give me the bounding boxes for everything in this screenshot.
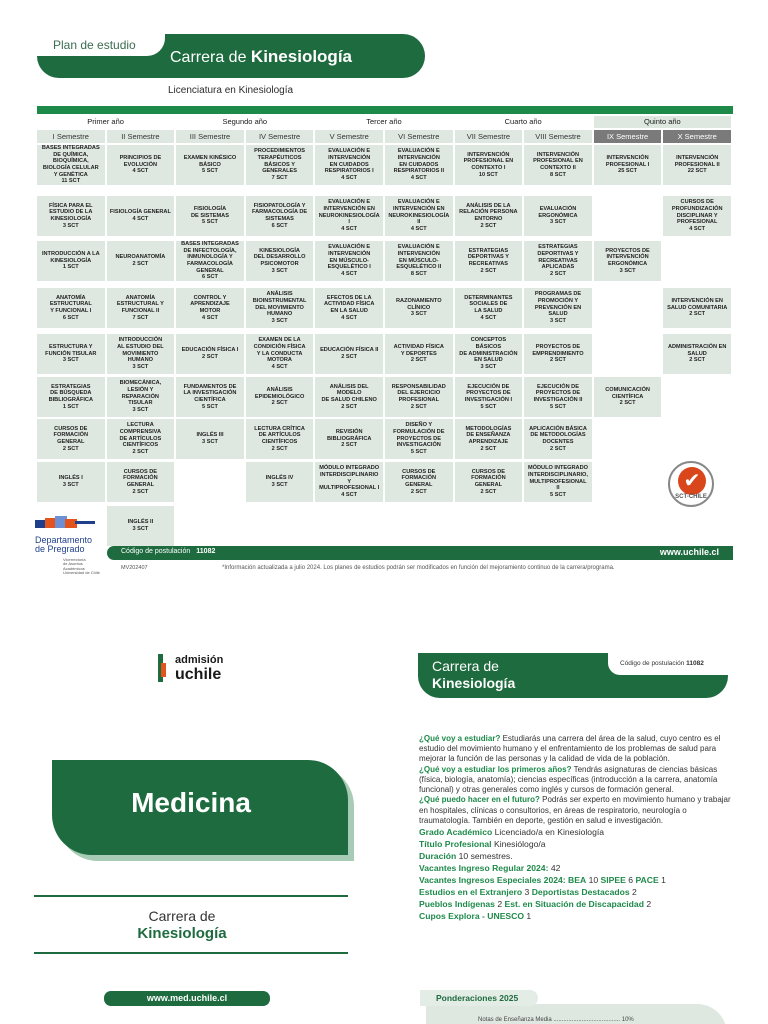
- detail-key: Deportistas Destacados: [531, 887, 630, 898]
- course-cell: INGLÉS IV 3 SCT: [246, 462, 314, 502]
- detail-row: [419, 911, 735, 922]
- semester-headers: [37, 130, 733, 143]
- question: ¿Qué voy a estudiar los primeros años?: [419, 764, 572, 774]
- course-cell: INGLÉS II 3 SCT: [107, 506, 175, 546]
- course-cell: PRINCIPIOS DE EVOLUCIÓN 4 SCT: [107, 145, 175, 185]
- detail-row: [419, 863, 735, 874]
- code-label: Código de postulación: [121, 548, 191, 555]
- course-cell: ANÁLISIS BIOINSTRUMENTAL DEL MOVIMIENTO HUMANO 3 SCT: [246, 288, 314, 328]
- course-cell: ESTRATEGIAS DEPORTIVAS Y RECREATIVAS APLICADAS 2 SCT: [524, 241, 592, 281]
- semester-header: VII Semestre: [455, 130, 523, 143]
- semester-header: IX Semestre: [594, 130, 662, 143]
- course-cell: DETERMINANTES SOCIALES DE LA SALUD 4 SCT: [455, 288, 523, 328]
- department-sub: Vicerrectoría de Asuntos Académicos Universidad de Chile: [63, 557, 100, 576]
- course-cell: CONTROL Y APRENDIZAJE MOTOR 4 SCT: [176, 288, 244, 328]
- detail-key: Grado Académico: [419, 827, 493, 838]
- detail-key: Vacantes Ingreso Regular 2024:: [419, 863, 549, 874]
- sct-chile-logo: [668, 461, 714, 507]
- course-cell: EVALUACIÓN E INTERVENCIÓN EN MÚSCULO- ESQUELÉTICO I 4 SCT: [315, 241, 383, 281]
- detail-value: 2: [494, 899, 505, 910]
- semester-header: VIII Semestre: [524, 130, 592, 143]
- course-cell: KINESIOLOGÍA DEL DESARROLLO PSICOMOTOR 3 SCT: [246, 241, 314, 281]
- course-cell: INTRODUCCIÓN A LA KINESIOLOGÍA 1 SCT: [37, 241, 105, 281]
- year-headers: [37, 116, 733, 128]
- course-cell: RAZONAMIENTO CLÍNICO 3 SCT: [385, 288, 453, 328]
- semester-header: III Semestre: [176, 130, 244, 143]
- application-code: [121, 548, 215, 555]
- question: ¿Qué voy a estudiar?: [419, 734, 501, 743]
- year-header: Cuarto año: [504, 117, 542, 126]
- detail-value: 2: [643, 899, 652, 910]
- course-cell: EDUCACIÓN FÍSICA II 2 SCT: [315, 334, 383, 374]
- detail-key: PACE: [635, 875, 659, 886]
- answer: Estudiarás una carrera del área de la salud, cuyo centro es el estudio del movimiento humano y el enfrentamiento de los problemas de salud para mejorar la función de las personas y la calidad de vida de la población.: [419, 734, 721, 764]
- detail-row: [419, 899, 735, 910]
- check-icon: ✔: [678, 467, 706, 495]
- course-cell: INTERVENCIÓN EN SALUD COMUNITARIA 2 SCT: [663, 288, 731, 328]
- course-cell: EVALUACIÓN E INTERVENCIÓN EN CUIDADOS RESPIRATORIOS I 4 SCT: [315, 145, 383, 185]
- semester-header: IV Semestre: [246, 130, 314, 143]
- course-cell: RESPONSABILIDAD DEL EJERCICIO PROFESIONAL 2 SCT: [385, 377, 453, 417]
- course-cell: DISEÑO Y FORMULACIÓN DE PROYECTOS DE INVESTIGACIÓN 5 SCT: [385, 419, 453, 459]
- semester-header: VI Semestre: [385, 130, 453, 143]
- career-label: Carrera de: [148, 908, 216, 924]
- semester-header: V Semestre: [315, 130, 383, 143]
- course-cell: LECTURA COMPRENSIVA DE ARTÍCULOS CIENTÍFICOS 2 SCT: [107, 419, 175, 459]
- year-header: Segundo año: [222, 117, 268, 126]
- course-cell: REVISIÓN BIBLIOGRÁFICA 2 SCT: [315, 419, 383, 459]
- code-value: 11082: [196, 548, 216, 555]
- right-code-value: 11082: [686, 660, 704, 667]
- info-paragraph: [419, 765, 735, 796]
- course-cell: PROYECTOS DE EMPRENDIMIENTO 2 SCT: [524, 334, 592, 374]
- info-paragraph: [419, 795, 735, 826]
- website-link[interactable]: www.uchile.cl: [659, 547, 719, 557]
- course-cell: EJECUCIÓN DE PROYECTOS DE INVESTIGACIÓN II 5 SCT: [524, 377, 592, 417]
- course-cell: COMUNICACIÓN CIENTÍFICA 2 SCT: [594, 377, 662, 417]
- info-paragraph: [419, 734, 735, 765]
- year-header: Quinto año: [594, 116, 731, 128]
- course-cell: INGLÉS III 3 SCT: [176, 419, 244, 459]
- course-cell: BASES INTEGRADAS DE INFECTOLOGÍA, INMUNOLOGÍA Y FARMACOLOGÍA GENERAL 6 SCT: [176, 241, 244, 281]
- course-cell: ANÁLISIS DEL MODELO DE SALUD CHILENO 2 SCT: [315, 377, 383, 417]
- course-cell: CURSOS DE FORMACIÓN GENERAL 2 SCT: [107, 462, 175, 502]
- career-name: Kinesiología: [250, 47, 352, 66]
- course-cell: CURSOS DE FORMACIÓN GENERAL 2 SCT: [385, 462, 453, 502]
- detail-value: Licenciado/a en Kinesiología: [492, 827, 605, 838]
- detail-value: 10 semestres.: [456, 851, 513, 862]
- course-cell: ANÁLISIS EPIDEMIOLÓGICO 2 SCT: [246, 377, 314, 417]
- ponderacion-value: 10%: [621, 1017, 634, 1023]
- detail-key: Duración: [419, 851, 457, 862]
- detail-key: Pueblos Indígenas: [419, 899, 495, 910]
- semester-header: X Semestre: [663, 130, 731, 143]
- course-cell: ANÁLISIS DE LA RELACIÓN PERSONA ENTORNO 2 SCT: [455, 196, 523, 236]
- detail-key: Estudios en el Extranjero: [419, 887, 523, 898]
- course-cell: INTRODUCCIÓN AL ESTUDIO DEL MOVIMIENTO HUMANO 3 SCT: [107, 334, 175, 374]
- footnote: *Información actualizada a julio 2024. Los planes de estudios podrán ser modificados en función del mejoramiento continuo de la carrera/programa.: [222, 565, 615, 571]
- right-career-label: Carrera de: [432, 658, 499, 674]
- course-cell: ANATOMÍA ESTRUCTURAL Y FUNCIONAL I 6 SCT: [37, 288, 105, 328]
- course-cell: EVALUACIÓN ERGONÓMICA 3 SCT: [524, 196, 592, 236]
- detail-value: 42: [548, 863, 561, 874]
- course-cell: PROGRAMAS DE PROMOCIÓN Y PREVENCIÓN EN SALUD 3 SCT: [524, 288, 592, 328]
- detail-row: [419, 875, 735, 886]
- course-cell: ANATOMÍA ESTRUCTURAL Y FUNCIONAL II 7 SCT: [107, 288, 175, 328]
- department-logo: [35, 516, 97, 532]
- course-cell: FISIOPATOLOGÍA Y FARMACOLOGÍA DE SISTEMAS 6 SCT: [246, 196, 314, 236]
- faculty-website-link[interactable]: www.med.uchile.cl: [104, 991, 270, 1006]
- divider: [34, 895, 348, 897]
- sct-label: SCT-CHILE: [675, 494, 707, 500]
- logo-text-2: uchile: [175, 666, 222, 683]
- semester-header: II Semestre: [107, 130, 175, 143]
- course-cell: CURSOS DE PROFUNDIZACIÓN DISCIPLINAR Y PROFESIONAL 4 SCT: [663, 196, 731, 236]
- course-cell: ACTIVIDAD FÍSICA Y DEPORTES 2 SCT: [385, 334, 453, 374]
- ponderaciones-label: Ponderaciones 2025: [420, 990, 538, 1006]
- detail-value: 3: [522, 887, 532, 898]
- course-cell: NEUROANATOMÍA 2 SCT: [107, 241, 175, 281]
- detail-key: Cupos Explora - UNESCO: [419, 911, 525, 922]
- course-cell: ESTRUCTURA Y FUNCIÓN TISULAR 3 SCT: [37, 334, 105, 374]
- divider: [34, 952, 348, 954]
- course-cell: CURSOS DE FORMACIÓN GENERAL 2 SCT: [37, 419, 105, 459]
- detail-key: Título Profesional: [419, 839, 492, 850]
- course-cell: APLICACIÓN BÁSICA DE METODOLOGÍAS DOCENTES 2 SCT: [524, 419, 592, 459]
- course-cell: CURSOS DE FORMACIÓN GENERAL 2 SCT: [455, 462, 523, 502]
- course-cell: EVALUACIÓN E INTERVENCIÓN EN CUIDADOS RESPIRATORIOS II 4 SCT: [385, 145, 453, 185]
- course-cell: EVALUACIÓN E INTERVENCIÓN EN MÚSCULO- ESQUELÉTICO II 8 SCT: [385, 241, 453, 281]
- course-cell: EFECTOS DE LA ACTIVIDAD FÍSICA EN LA SALUD 4 SCT: [315, 288, 383, 328]
- green-strip: [37, 106, 733, 114]
- course-cell: EVALUACIÓN E INTERVENCIÓN EN NEUROKINESIOLOGÍA I 4 SCT: [315, 196, 383, 236]
- ponderacion-row: Notas de Enseñanza Media ........................................ 10%: [478, 1017, 634, 1023]
- course-cell: MÓDULO INTEGRADO INTERDISCIPLINARIO Y MULTIPROFESIONAL I 4 SCT: [315, 462, 383, 502]
- course-cell: ESTRATEGIAS DE BÚSQUEDA BIBLIOGRÁFICA 1 SCT: [37, 377, 105, 417]
- course-cell: EXAMEN KINÉSICO BÁSICO 5 SCT: [176, 145, 244, 185]
- course-cell: PROYECTOS DE INTERVENCIÓN ERGONÓMICA 3 SCT: [594, 241, 662, 281]
- year-header: Primer año: [87, 117, 124, 126]
- course-cell: FUNDAMENTOS DE LA INVESTIGACIÓN CIENTÍFICA 5 SCT: [176, 377, 244, 417]
- career-prefix: Carrera de: [170, 49, 251, 66]
- career-name-bottom: Kinesiología: [137, 925, 227, 942]
- detail-key: SIPEE: [600, 875, 626, 886]
- course-cell: METODOLOGÍAS DE ENSEÑANZA APRENDIZAJE 2 SCT: [455, 419, 523, 459]
- detail-row: [419, 887, 735, 898]
- course-cell: INTERVENCIÓN PROFESIONAL EN CONTEXTO II 8 SCT: [524, 145, 592, 185]
- detail-value: 6: [625, 875, 636, 886]
- course-cell: INTERVENCIÓN PROFESIONAL I 25 SCT: [594, 145, 662, 185]
- course-cell: MÓDULO INTEGRADO INTERDISCIPLINARIO, MULTIPROFESIONAL II 5 SCT: [524, 462, 592, 502]
- career-details: [419, 827, 735, 922]
- footer-bar: [107, 546, 733, 560]
- detail-row: [419, 827, 735, 838]
- question: ¿Qué puedo hacer en el futuro?: [419, 795, 540, 805]
- detail-row: [419, 851, 735, 862]
- course-cell: ESTRATEGIAS DEPORTIVAS Y RECREATIVAS 2 SCT: [455, 241, 523, 281]
- detail-row: [419, 839, 735, 850]
- detail-value: 10: [586, 875, 601, 886]
- answer: Podrás ser experto en movimiento humano y trabajar en hospitales, clínicas o consultorios, en áreas de respiratorio, neurología o traumatología. También en deporte, gestión en salud e investigación.: [419, 795, 731, 825]
- logo-bar-accent: [161, 663, 166, 677]
- subtitle: Licenciatura en Kinesiología: [168, 85, 294, 96]
- course-cell: BIOMECÁNICA, LESIÓN Y REPARACIÓN TISULAR 3 SCT: [107, 377, 175, 417]
- course-cell: EDUCACIÓN FÍSICA I 2 SCT: [176, 334, 244, 374]
- course-cell: LECTURA CRÍTICA DE ARTÍCULOS CIENTÍFICOS 2 SCT: [246, 419, 314, 459]
- course-cell: PROCEDIMIENTOS TERAPÉUTICOS BÁSICOS Y GENERALES 7 SCT: [246, 145, 314, 185]
- course-cell: ADMINISTRACIÓN EN SALUD 2 SCT: [663, 334, 731, 374]
- detail-value: 2: [629, 887, 637, 898]
- faculty-title: Medicina: [131, 787, 251, 818]
- logo-text-1: admisión: [175, 654, 224, 666]
- plan-label: Plan de estudio: [37, 34, 165, 56]
- course-cell: EVALUACIÓN E INTERVENCIÓN EN NEUROKINESIOLOGÍA II 4 SCT: [385, 196, 453, 236]
- version-code: MV202407: [121, 565, 148, 571]
- right-code-tab: [608, 653, 728, 675]
- answer: Tendrás asignaturas de ciencias básicas (física, biología, anatomía); ciencias específicas (introducción a la carrera, anatomía funcional) y otras generales como inglés y cursos de formación general.: [419, 764, 718, 795]
- career-title: [170, 47, 352, 67]
- ponderacion-label: Notas de Enseñanza Media: [478, 1017, 552, 1023]
- detail-value: 1: [658, 875, 666, 886]
- year-header: Tercer año: [366, 117, 402, 126]
- right-code-label: Código de postulación: [620, 660, 685, 667]
- course-cell: BASES INTEGRADAS DE QUÍMICA, BIOQUÍMICA, BIOLOGÍA CELULAR Y GENÉTICA 11 SCT: [37, 145, 105, 185]
- detail-value: 1: [524, 911, 532, 922]
- course-cell: EJECUCIÓN DE PROYECTOS DE INVESTIGACIÓN I 5 SCT: [455, 377, 523, 417]
- course-cell: FISIOLOGÍA GENERAL 4 SCT: [107, 196, 175, 236]
- course-cell: FÍSICA PARA EL ESTUDIO DE LA KINESIOLOGÍA 3 SCT: [37, 196, 105, 236]
- detail-value: Kinesiólogo/a: [491, 839, 546, 850]
- detail-key: Est. en Situación de Discapacidad: [504, 899, 644, 910]
- course-cell: INTERVENCIÓN PROFESIONAL II 22 SCT: [663, 145, 731, 185]
- admision-uchile-logo: [158, 654, 230, 684]
- detail-key: Vacantes Ingresos Especiales 2024: BEA: [419, 875, 587, 886]
- course-cell: INGLÉS I 3 SCT: [37, 462, 105, 502]
- career-info: [419, 734, 735, 922]
- course-cell: FISIOLOGÍA DE SISTEMAS 5 SCT: [176, 196, 244, 236]
- right-career-name: Kinesiología: [432, 675, 516, 691]
- semester-header: I Semestre: [37, 130, 105, 143]
- faculty-card: [52, 760, 348, 855]
- course-cell: CONCEPTOS BÁSICOS DE ADMINISTRACIÓN EN SALUD 3 SCT: [455, 334, 523, 374]
- course-cell: INTERVENCIÓN PROFESIONAL EN CONTEXTO I 10 SCT: [455, 145, 523, 185]
- course-cell: EXAMEN DE LA CONDICIÓN FÍSICA Y LA CONDUCTA MOTORA 4 SCT: [246, 334, 314, 374]
- department-name: Departamento de Pregrado: [35, 535, 93, 555]
